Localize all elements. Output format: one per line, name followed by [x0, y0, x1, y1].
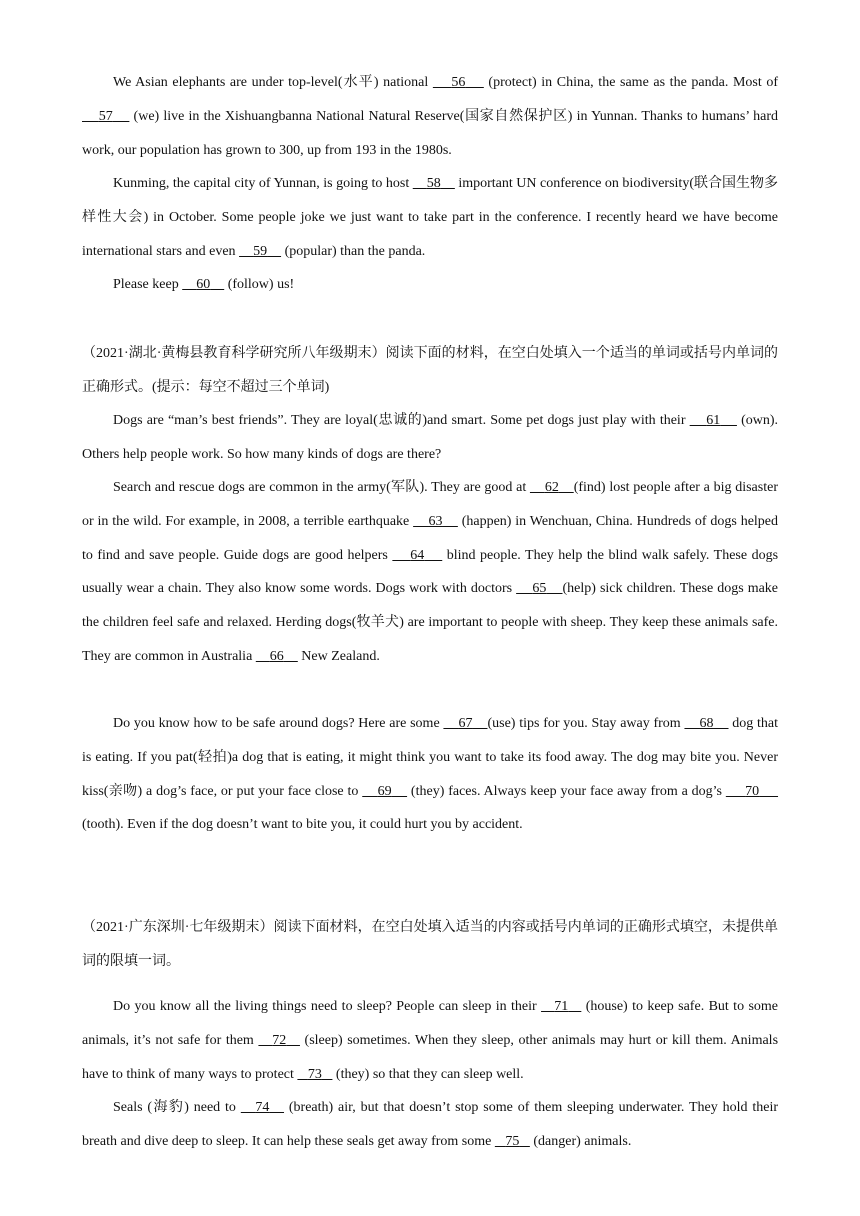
- passage-dogs-paragraph-1: [82, 404, 778, 472]
- passage-dogs-paragraph-3: [82, 707, 778, 842]
- blank-number: 69: [377, 783, 392, 799]
- blank-number: 71: [554, 999, 569, 1014]
- blank-number: 60: [196, 277, 211, 292]
- passage-elephants-paragraph-3: [82, 268, 778, 302]
- blank-number: 57: [98, 108, 113, 124]
- passage-text: (popular) than the panda.: [281, 243, 426, 259]
- blank-number: 62: [544, 480, 559, 495]
- blank-number: 68: [699, 716, 714, 731]
- blank-number: 61: [706, 413, 721, 428]
- passage-text: (follow) us!: [224, 277, 295, 292]
- blank-60[interactable]: [182, 277, 224, 292]
- passage-sleep-paragraph-1: [82, 990, 778, 1091]
- passage-dogs-paragraph-2: [82, 471, 778, 674]
- exercise-header-dogs: （2021·湖北·黄梅县教育科学研究所八年级期末）阅读下面的材料，在空白处填入一个适当的单词或括号内单词的正确形式。(提示：每空不超过三个单词): [82, 346, 778, 395]
- passage-text: (own). Others help people work. So how many kinds of dogs are there?: [82, 413, 779, 462]
- blank-57[interactable]: [82, 109, 129, 124]
- passage-text: (sleep) sometimes. When they sleep, other animals may hurt or kill them. Animals have to think of many ways to protect: [82, 1032, 779, 1082]
- passage-text: New Zealand.: [297, 648, 380, 664]
- passage-text: Dogs are “man’s best friends”. They are loyal(忠诚的)and smart. Some pet dogs just play with their: [113, 413, 690, 428]
- blank-69[interactable]: [362, 784, 407, 799]
- blank-number: 58: [426, 176, 441, 191]
- blank-number: 73: [307, 1066, 322, 1082]
- passage-text: (happen) in Wenchuan, China. Hundreds of dogs helped to find and save people. Guide dogs are good helpers: [82, 513, 779, 563]
- blank-number: 72: [272, 1032, 287, 1048]
- passage-text: (protect) in China, the same as the panda. Most of: [483, 75, 779, 90]
- passage-text: (breath) air, but that doesn’t stop some of them sleeping underwater. They hold their breath and dive deep to sleep. It can help these seals get away from some: [82, 1100, 778, 1149]
- blank-number: 64: [410, 547, 425, 563]
- passage-text: Seals (海豹) need to: [113, 1100, 241, 1115]
- passage-elephants-paragraph-1: [82, 66, 778, 167]
- blank-number: 63: [428, 513, 443, 529]
- exercise-header-sleep: （2021·广东深圳·七年级期末）阅读下面材料，在空白处填入适当的内容或括号内单词的正确形式填空，未提供单词的限填一词。: [82, 920, 778, 969]
- passage-text: We Asian elephants are under top-level(水平) national: [113, 75, 433, 90]
- passage-text: (find) lost people after a big disaster or in the wild. For example, in 2008, a terrible earthquake: [82, 480, 778, 529]
- passage-text: Search and rescue dogs are common in the army(军队). They are good at: [113, 480, 530, 495]
- passage-text: (tooth). Even if the dog doesn’t want to bite you, it could hurt you by accident.: [82, 817, 523, 833]
- blank-71[interactable]: [541, 999, 581, 1014]
- passage-sleep-paragraph-2: [82, 1091, 778, 1159]
- blank-66[interactable]: [256, 649, 298, 664]
- passage-text: (we) live in the Xishuangbanna National Natural Reserve(国家自然保护区) in Yunnan. Thanks to humans’ hard work, our population has grown to 300, up from 193 in the 1980s.: [82, 108, 779, 158]
- passage-text: dog that is eating. If you pat(轻拍)a dog that is eating, it might think you want to take its food away. The dog may bite you. Never kiss(亲吻) a dog’s face, or put your face close to: [82, 716, 779, 799]
- passage-text: Do you know all the living things need to sleep? People can sleep in their: [113, 999, 542, 1014]
- passage-text: (help) sick children. These dogs make the children feel safe and relaxed. Herding dogs(牧羊犬) are important to people with sheep. They keep these animals safe. They are common in Australia: [82, 581, 779, 664]
- passage-elephants-paragraph-2: [82, 167, 778, 268]
- passage-text: (use) tips for you. Stay away from: [487, 716, 685, 731]
- blank-62[interactable]: [530, 480, 574, 495]
- blank-number: 56: [451, 75, 466, 90]
- blank-64[interactable]: [392, 548, 442, 563]
- blank-number: 75: [505, 1133, 520, 1149]
- passage-text: (they) so that they can sleep well.: [332, 1066, 524, 1082]
- blank-number: 66: [269, 648, 284, 664]
- blank-75[interactable]: [495, 1134, 530, 1149]
- blank-73[interactable]: [297, 1067, 332, 1082]
- passage-text: (danger) animals.: [529, 1133, 632, 1149]
- passage-text: Please keep: [113, 277, 183, 292]
- blank-72[interactable]: [258, 1033, 300, 1048]
- blank-number: 74: [255, 1100, 270, 1115]
- passage-text: (house) to keep safe. But to some animals, it’s not safe for them: [82, 999, 778, 1048]
- passage-text: Kunming, the capital city of Yunnan, is going to host: [113, 176, 413, 191]
- blank-68[interactable]: [684, 716, 728, 731]
- blank-61[interactable]: [690, 413, 737, 428]
- blank-74[interactable]: [241, 1100, 284, 1115]
- blank-65[interactable]: [516, 581, 562, 596]
- blank-70[interactable]: [726, 784, 778, 799]
- blank-number: 65: [532, 581, 547, 597]
- blank-56[interactable]: [433, 75, 484, 90]
- passage-text: important UN conference on biodiversity(联合国生物多样性大会) in October. Some people joke we just want to take part in the conference. I recently heard we have become international stars and even: [82, 176, 779, 259]
- blank-59[interactable]: [239, 244, 281, 259]
- blank-63[interactable]: [413, 514, 458, 529]
- blank-number: 70: [745, 783, 760, 799]
- passage-text: blind people. They help the blind walk safely. These dogs usually wear a chain. They also know some words. Dogs work with doctors: [82, 547, 779, 597]
- blank-number: 59: [253, 243, 268, 259]
- blank-58[interactable]: [413, 176, 455, 191]
- passage-text: Do you know how to be safe around dogs? Here are some: [113, 716, 444, 731]
- passage-text: (they) faces. Always keep your face away from a dog’s: [407, 783, 726, 799]
- blank-67[interactable]: [443, 716, 487, 731]
- blank-number: 67: [458, 716, 473, 731]
